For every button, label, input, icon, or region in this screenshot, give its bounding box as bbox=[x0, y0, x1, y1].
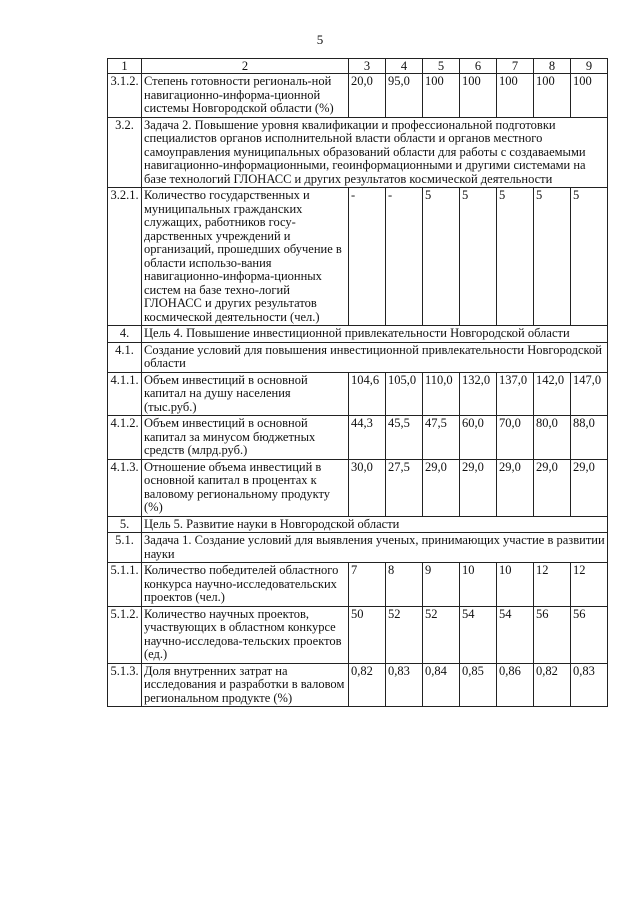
indicator-value: 0,86 bbox=[497, 663, 534, 707]
indicator-value: 7 bbox=[349, 563, 386, 607]
indicator-value: 100 bbox=[423, 74, 460, 118]
indicator-name: Объем инвестиций в основной капитал за минусом бюджетных средств (млрд.руб.) bbox=[142, 416, 349, 460]
indicator-value: 12 bbox=[571, 563, 608, 607]
row-number: 3.2. bbox=[108, 117, 142, 188]
section-row bbox=[108, 326, 608, 343]
indicator-value: 56 bbox=[571, 606, 608, 663]
row-number: 3.1.2. bbox=[108, 74, 142, 118]
page-number: 5 bbox=[316, 32, 324, 47]
row-number: 5.1.2. bbox=[108, 606, 142, 663]
indicator-value: 50 bbox=[349, 606, 386, 663]
section-title: Создание условий для повышения инвестиционной привлекательности Новгородской области bbox=[142, 342, 608, 372]
table-row bbox=[108, 416, 608, 460]
indicator-value: 52 bbox=[423, 606, 460, 663]
indicator-value: 0,82 bbox=[534, 663, 571, 707]
row-number: 4.1. bbox=[108, 342, 142, 372]
section-title: Цель 5. Развитие науки в Новгородской области bbox=[142, 516, 608, 533]
indicator-value: 70,0 bbox=[497, 416, 534, 460]
row-number: 4. bbox=[108, 326, 142, 343]
section-row bbox=[108, 533, 608, 563]
indicator-value: 104,6 bbox=[349, 372, 386, 416]
column-header: 7 bbox=[497, 59, 534, 74]
indicator-value: 54 bbox=[460, 606, 497, 663]
table-row bbox=[108, 74, 608, 118]
table-row bbox=[108, 459, 608, 516]
indicator-value: 100 bbox=[497, 74, 534, 118]
indicator-value: 29,0 bbox=[423, 459, 460, 516]
indicator-value: 137,0 bbox=[497, 372, 534, 416]
column-header: 1 bbox=[108, 59, 142, 74]
indicator-value: 80,0 bbox=[534, 416, 571, 460]
indicator-value: 88,0 bbox=[571, 416, 608, 460]
column-header-row bbox=[108, 59, 608, 74]
indicator-value: 132,0 bbox=[460, 372, 497, 416]
indicator-value: 29,0 bbox=[534, 459, 571, 516]
indicator-value: 27,5 bbox=[386, 459, 423, 516]
indicator-value: - bbox=[349, 188, 386, 326]
table-row bbox=[108, 606, 608, 663]
indicator-name: Количество победителей областного конкурса научно-исследовательских проектов (чел.) bbox=[142, 563, 349, 607]
table-row bbox=[108, 188, 608, 326]
indicator-name: Объем инвестиций в основной капитал на душу населения (тыс.руб.) bbox=[142, 372, 349, 416]
row-number: 5.1. bbox=[108, 533, 142, 563]
indicators-table bbox=[107, 58, 608, 707]
indicator-value: 29,0 bbox=[460, 459, 497, 516]
indicator-name: Количество научных проектов, участвующих в областном конкурсе научно-исследова-тельских проектов (ед.) bbox=[142, 606, 349, 663]
indicator-value: 5 bbox=[571, 188, 608, 326]
table-body bbox=[108, 59, 608, 707]
section-row bbox=[108, 117, 608, 188]
section-row bbox=[108, 516, 608, 533]
row-number: 5.1.1. bbox=[108, 563, 142, 607]
column-header: 5 bbox=[423, 59, 460, 74]
indicator-value: 0,85 bbox=[460, 663, 497, 707]
indicator-value: 5 bbox=[534, 188, 571, 326]
row-number: 4.1.3. bbox=[108, 459, 142, 516]
indicator-value: 29,0 bbox=[571, 459, 608, 516]
column-header: 3 bbox=[349, 59, 386, 74]
row-number: 4.1.1. bbox=[108, 372, 142, 416]
indicator-value: 100 bbox=[460, 74, 497, 118]
indicator-value: 9 bbox=[423, 563, 460, 607]
indicator-value: 54 bbox=[497, 606, 534, 663]
indicator-value: 44,3 bbox=[349, 416, 386, 460]
column-header: 6 bbox=[460, 59, 497, 74]
row-number: 3.2.1. bbox=[108, 188, 142, 326]
indicator-value: 0,83 bbox=[386, 663, 423, 707]
indicator-name: Количество государственных и муниципальных гражданских служащих, работников госу-дарственных учреждений и организаций, прошедших обучение в области использо-вания навигационно-информа-ционных систем на базе техно-логий ГЛОНАСС и других результатов космической деятельности (чел.) bbox=[142, 188, 349, 326]
column-header: 4 bbox=[386, 59, 423, 74]
table-row bbox=[108, 563, 608, 607]
section-row bbox=[108, 342, 608, 372]
column-header: 2 bbox=[142, 59, 349, 74]
indicator-value: 100 bbox=[534, 74, 571, 118]
row-number: 5. bbox=[108, 516, 142, 533]
row-number: 4.1.2. bbox=[108, 416, 142, 460]
indicator-value: 0,82 bbox=[349, 663, 386, 707]
indicator-value: 110,0 bbox=[423, 372, 460, 416]
indicator-value: 5 bbox=[460, 188, 497, 326]
section-title: Цель 4. Повышение инвестиционной привлекательности Новгородской области bbox=[142, 326, 608, 343]
indicator-value: 45,5 bbox=[386, 416, 423, 460]
indicator-value: 100 bbox=[571, 74, 608, 118]
row-number: 5.1.3. bbox=[108, 663, 142, 707]
indicator-value: 20,0 bbox=[349, 74, 386, 118]
indicator-value: 10 bbox=[497, 563, 534, 607]
indicator-value: 52 bbox=[386, 606, 423, 663]
indicator-value: 10 bbox=[460, 563, 497, 607]
indicator-value: 0,84 bbox=[423, 663, 460, 707]
indicator-value: 30,0 bbox=[349, 459, 386, 516]
indicator-value: 29,0 bbox=[497, 459, 534, 516]
section-title: Задача 2. Повышение уровня квалификации и профессиональной подготовки специалистов органов исполнительной власти области и органов местного самоуправления муниципальных образований области для работы с создаваемыми навигационно-информационными, геоинформационными и другими системами на базе технологий ГЛОНАСС и других результатов космической деятельности bbox=[142, 117, 608, 188]
indicator-value: 8 bbox=[386, 563, 423, 607]
table-row bbox=[108, 663, 608, 707]
indicator-value: 56 bbox=[534, 606, 571, 663]
indicator-value: 5 bbox=[497, 188, 534, 326]
column-header: 8 bbox=[534, 59, 571, 74]
indicator-value: 5 bbox=[423, 188, 460, 326]
indicator-value: 95,0 bbox=[386, 74, 423, 118]
indicator-value: 105,0 bbox=[386, 372, 423, 416]
indicator-value: 0,83 bbox=[571, 663, 608, 707]
indicator-value: 60,0 bbox=[460, 416, 497, 460]
indicator-name: Степень готовности региональ-ной навигационно-информа-ционной системы Новгородской области (%) bbox=[142, 74, 349, 118]
indicator-name: Отношение объема инвестиций в основной капитал в процентах к валовому региональному продукту (%) bbox=[142, 459, 349, 516]
indicator-value: - bbox=[386, 188, 423, 326]
indicator-value: 142,0 bbox=[534, 372, 571, 416]
indicator-value: 147,0 bbox=[571, 372, 608, 416]
indicator-value: 47,5 bbox=[423, 416, 460, 460]
indicator-name: Доля внутренних затрат на исследования и разработки в валовом региональном продукте (%) bbox=[142, 663, 349, 707]
section-title: Задача 1. Создание условий для выявления ученых, принимающих участие в развитии науки bbox=[142, 533, 608, 563]
column-header: 9 bbox=[571, 59, 608, 74]
table-row bbox=[108, 372, 608, 416]
indicator-value: 12 bbox=[534, 563, 571, 607]
